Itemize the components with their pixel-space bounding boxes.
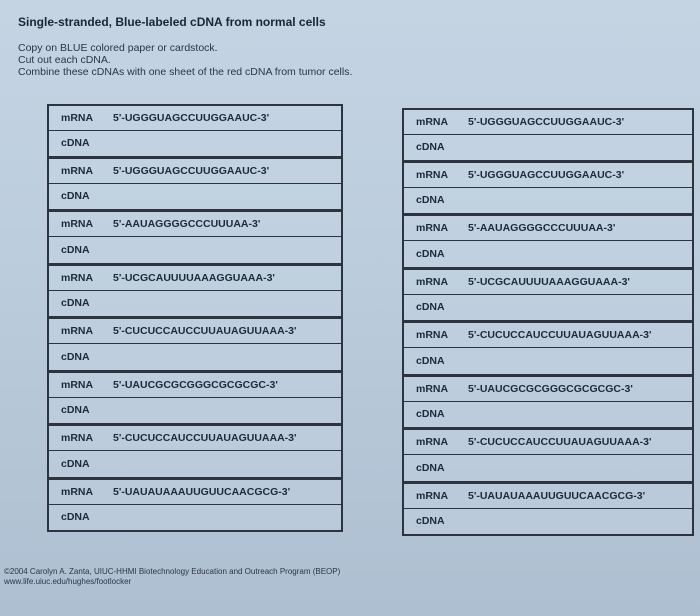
mrna-row: [49, 159, 341, 184]
cdna-label: cDNA: [416, 301, 445, 314]
cdna-label: cDNA: [61, 190, 90, 203]
cdna-label: cDNA: [61, 404, 90, 417]
mrna-row: [404, 323, 692, 348]
mrna-sequence: 5'-AAUAGGGGCCCUUUAA-3': [113, 218, 261, 231]
instruction-line: Cut out each cDNA.: [18, 54, 111, 66]
mrna-label: mRNA: [416, 489, 449, 502]
instruction-line: Combine these cDNAs with one sheet of the red cDNA from tumor cells.: [18, 66, 353, 78]
cdna-label: cDNA: [61, 457, 90, 470]
footer-url: www.life.uiuc.edu/hughes/footlocker: [4, 577, 132, 586]
mrna-sequence: 5'-CUCUCCAUCCUUAUAGUUAAA-3': [468, 436, 652, 449]
cdna-card: [402, 376, 694, 430]
cdna-card: [47, 211, 343, 265]
mrna-sequence: 5'-UCGCAUUUUAAAGGUAAA-3': [113, 271, 275, 284]
cdna-row: [404, 188, 692, 213]
cdna-label: cDNA: [416, 354, 445, 367]
cdna-card: [47, 372, 343, 426]
mrna-label: mRNA: [416, 382, 449, 395]
mrna-row: [49, 266, 341, 291]
mrna-sequence: 5'-UAUAUAAAUUGUUCAACGCG-3': [468, 489, 646, 502]
cdna-label: cDNA: [61, 350, 90, 363]
mrna-label: mRNA: [416, 168, 449, 181]
cdna-row: [49, 291, 341, 316]
cdna-label: cDNA: [416, 461, 445, 474]
mrna-label: mRNA: [416, 436, 449, 449]
cdna-label: cDNA: [61, 511, 90, 524]
cdna-card: [402, 322, 694, 376]
copyright-line: ©2004 Carolyn A. Zanta, UIUC-HHMI Biotechnology Education and Outreach Program (BEOP): [4, 567, 341, 576]
mrna-sequence: 5'-UGGGUAGCCUUGGAAUC-3': [468, 168, 625, 181]
mrna-sequence: 5'-UCGCAUUUUAAAGGUAAA-3': [468, 275, 630, 288]
mrna-label: mRNA: [61, 164, 94, 177]
mrna-row: [49, 106, 341, 131]
mrna-sequence: 5'-UGGGUAGCCUUGGAAUC-3': [468, 115, 625, 128]
mrna-row: [49, 426, 341, 451]
mrna-row: [404, 163, 692, 188]
instruction-line: Copy on BLUE colored paper or cardstock.: [18, 42, 218, 54]
cdna-card: [47, 318, 343, 372]
mrna-label: mRNA: [416, 222, 449, 235]
cdna-row: [49, 398, 341, 423]
cdna-label: cDNA: [416, 141, 445, 154]
mrna-label: mRNA: [416, 275, 449, 288]
mrna-label: mRNA: [61, 378, 94, 391]
mrna-sequence: 5'-UAUCGCGCGGGCGCGCGC-3': [113, 378, 278, 391]
cdna-row: [404, 295, 692, 320]
mrna-row: [404, 377, 692, 402]
cdna-row: [49, 451, 341, 476]
cdna-label: cDNA: [61, 137, 90, 150]
cdna-row: [49, 237, 341, 262]
cdna-label: cDNA: [416, 247, 445, 260]
mrna-sequence: 5'-UGGGUAGCCUUGGAAUC-3': [113, 164, 270, 177]
cdna-row: [404, 509, 692, 534]
cdna-card: [402, 215, 694, 269]
cdna-card: [402, 429, 694, 483]
mrna-label: mRNA: [61, 432, 94, 445]
mrna-row: [49, 319, 341, 344]
cdna-card: [47, 479, 343, 533]
cdna-label: cDNA: [416, 194, 445, 207]
cdna-label: cDNA: [61, 243, 90, 256]
cdna-card: [47, 265, 343, 319]
cdna-label: cDNA: [416, 515, 445, 528]
left-card-column: [47, 104, 343, 532]
mrna-row: [49, 480, 341, 505]
mrna-sequence: 5'-UAUCGCGCGGGCGCGCGC-3': [468, 382, 633, 395]
mrna-sequence: 5'-CUCUCCAUCCUUAUAGUUAAA-3': [468, 329, 652, 342]
cdna-card: [402, 108, 694, 162]
mrna-label: mRNA: [61, 271, 94, 284]
mrna-row: [404, 430, 692, 455]
mrna-row: [404, 270, 692, 295]
instructions: [18, 42, 352, 78]
cdna-card: [47, 104, 343, 158]
cdna-row: [404, 241, 692, 266]
cdna-row: [404, 348, 692, 373]
mrna-sequence: 5'-CUCUCCAUCCUUAUAGUUAAA-3': [113, 432, 297, 445]
mrna-row: [49, 212, 341, 237]
cdna-card: [402, 269, 694, 323]
mrna-row: [49, 373, 341, 398]
mrna-sequence: 5'-UAUAUAAAUUGUUCAACGCG-3': [113, 485, 291, 498]
cdna-card: [47, 425, 343, 479]
mrna-sequence: 5'-UGGGUAGCCUUGGAAUC-3': [113, 111, 270, 124]
cdna-row: [404, 455, 692, 480]
cdna-row: [404, 402, 692, 427]
mrna-row: [404, 110, 692, 135]
cdna-row: [404, 135, 692, 160]
mrna-label: mRNA: [61, 111, 94, 124]
copyright-footer: [4, 567, 340, 587]
cdna-card: [47, 158, 343, 212]
mrna-label: mRNA: [416, 329, 449, 342]
mrna-sequence: 5'-AAUAGGGGCCCUUUAA-3': [468, 222, 616, 235]
mrna-sequence: 5'-CUCUCCAUCCUUAUAGUUAAA-3': [113, 325, 297, 338]
mrna-label: mRNA: [61, 485, 94, 498]
cdna-row: [49, 184, 341, 209]
mrna-label: mRNA: [416, 115, 449, 128]
page-title: Single-stranded, Blue-labeled cDNA from normal cells: [18, 15, 326, 29]
mrna-label: mRNA: [61, 218, 94, 231]
cdna-row: [49, 131, 341, 156]
mrna-row: [404, 216, 692, 241]
cdna-card: [402, 483, 694, 537]
mrna-row: [404, 484, 692, 509]
cdna-row: [49, 505, 341, 530]
cdna-label: cDNA: [416, 408, 445, 421]
cdna-label: cDNA: [61, 297, 90, 310]
cdna-row: [49, 344, 341, 369]
cdna-card: [402, 162, 694, 216]
mrna-label: mRNA: [61, 325, 94, 338]
right-card-column: [402, 108, 694, 536]
